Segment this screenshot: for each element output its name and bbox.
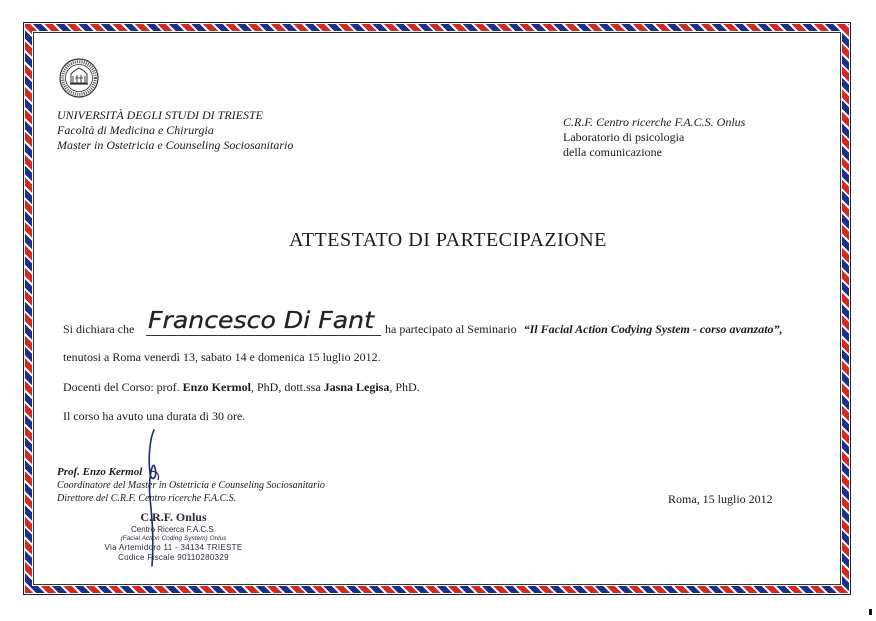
lab-name-line1: Laboratorio di psicologia (563, 130, 685, 144)
signatory-role-1: Coordinatore del Master in Ostetricia e Counseling Sociosanitario (57, 480, 325, 491)
teacher-1: Enzo Kermol (182, 380, 251, 394)
centre-name: C.R.F. Centro ricerche F.A.C.S. Onlus (563, 115, 746, 129)
stamp-line-1: C.R.F. Onlus (140, 510, 207, 524)
teacher-2: Jasna Legisa (323, 380, 390, 394)
lab-name-line2: della comunicazione (563, 145, 662, 159)
certificate-title: ATTESTATO DI PARTECIPAZIONE (289, 229, 607, 251)
signatory-role-2: Direttore del C.R.F. Centro ricerche F.A.C.S. (57, 493, 237, 504)
stamp-line-4: Via Artemidoro 11 - 34134 TRIESTE (104, 543, 243, 552)
organization-stamp (101, 510, 246, 563)
declare-prefix: Si dichiara che (63, 322, 135, 336)
teachers-prefix: Docenti del Corso: prof. (63, 380, 180, 394)
stamp-line-2: Centro Ricerca F.A.C.S. (131, 525, 216, 534)
teachers-line (63, 380, 420, 395)
teacher-1-suffix: , PhD, dott.ssa (250, 380, 321, 394)
header-research-centre (563, 115, 745, 160)
participant-name: Francesco Di Fant (148, 308, 376, 334)
scan-mark (869, 609, 872, 615)
university-name: UNIVERSITÀ DEGLI STUDI DI TRIESTE (57, 108, 263, 122)
signatory-block (57, 466, 325, 505)
place-date: Roma, 15 luglio 2012 (668, 492, 773, 506)
seminar-title: “Il Facial Action Codying System - corso avanzato”, (523, 322, 783, 336)
master-name: Master in Ostetricia e Counseling Sociosanitario (57, 138, 294, 152)
signature-icon (128, 428, 168, 568)
university-seal-icon (58, 57, 100, 99)
header-university (57, 108, 293, 153)
duration-text: Il corso ha avuto una durata di 30 ore. (63, 409, 246, 423)
participated-text: ha partecipato al Seminario (385, 322, 517, 336)
participant-name-handwritten (146, 302, 382, 336)
dates-text: tenutosi a Roma venerdì 13, sabato 14 e domenica 15 luglio 2012. (63, 350, 381, 364)
name-underline (146, 335, 381, 336)
participation-line (385, 322, 783, 337)
stamp-line-5: Codice Fiscale 90110280329 (118, 553, 229, 562)
teacher-2-suffix: , PhD. (389, 380, 420, 394)
signatory-name: Prof. Enzo Kermol (57, 466, 143, 478)
stamp-line-3: (Facial Action Coding System) Onlus (120, 535, 227, 542)
faculty-name: Facoltà di Medicina e Chirurgia (57, 123, 214, 137)
